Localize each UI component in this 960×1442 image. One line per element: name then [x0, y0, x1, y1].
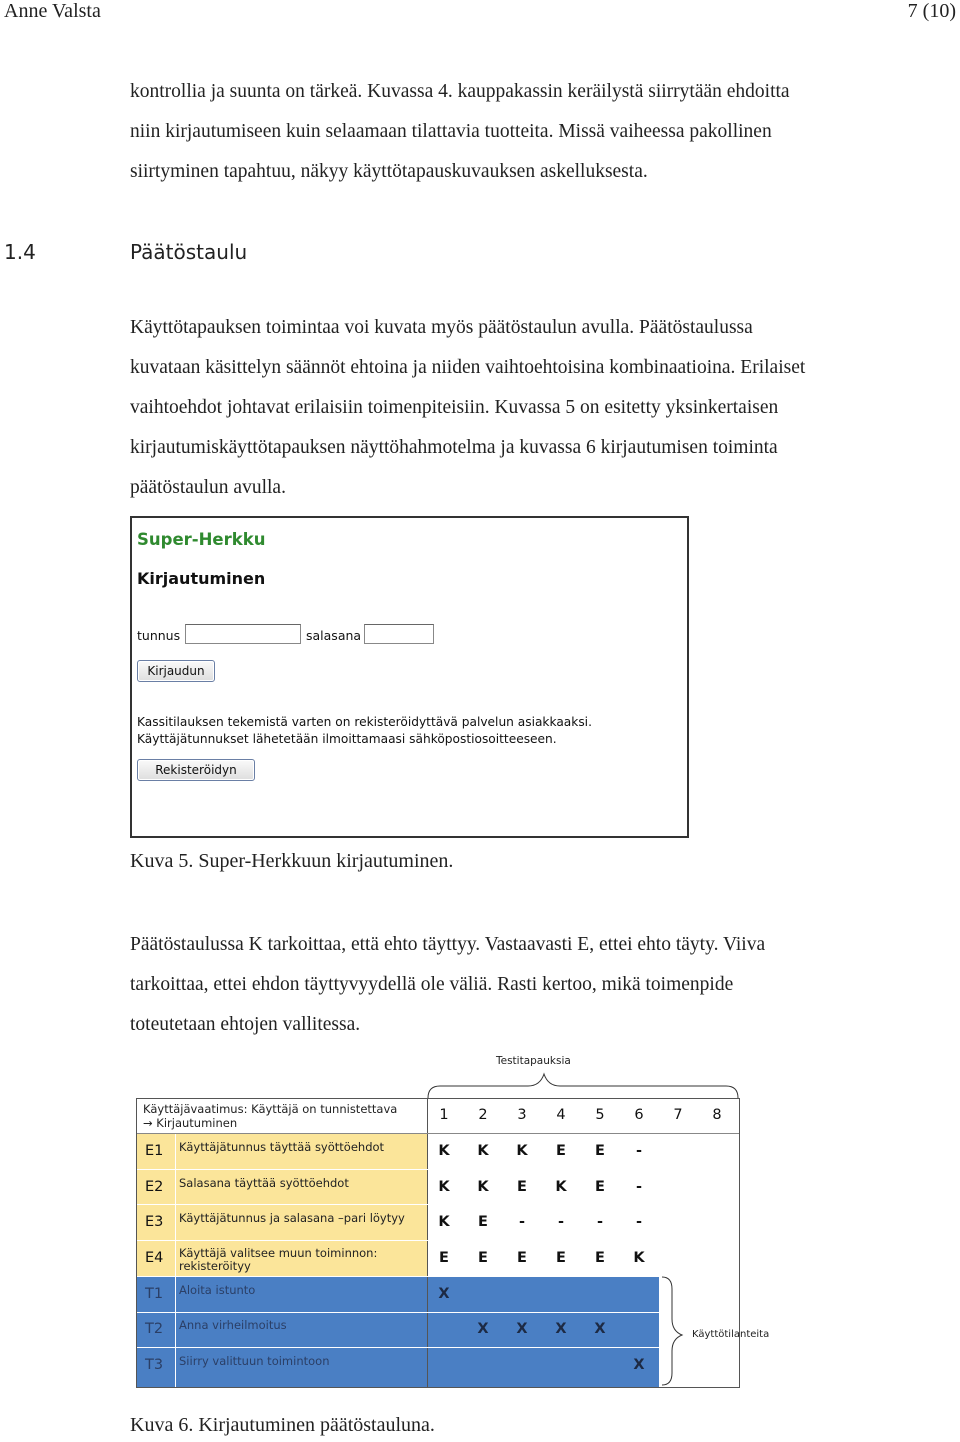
- body-paragraph-2: [130, 925, 765, 1045]
- register-button[interactable]: Rekisteröidyn: [137, 759, 255, 781]
- condition-value: E: [595, 1143, 605, 1159]
- action-id: T2: [145, 1321, 164, 1337]
- header-page-number: 7 (10): [907, 0, 956, 22]
- column-header: 3: [517, 1107, 527, 1123]
- condition-value: -: [635, 1143, 643, 1159]
- action-desc: Siirry valittuun toimintoon: [179, 1354, 330, 1368]
- column-header: 6: [634, 1107, 644, 1123]
- text-line: kontrollia ja suunta on tärkeä. Kuvassa 4. kauppakassin keräilystä siirrytään ehdoitta: [130, 81, 790, 102]
- condition-id: E3: [145, 1214, 164, 1230]
- text-line: kuvataan käsittelyn säännöt ehtoina ja niiden vaihtoehtoisina kombinaatioina. Erilaiset: [130, 357, 806, 378]
- test-cases-brace: [136, 1050, 776, 1102]
- figure-6-caption: Kuva 6. Kirjautuminen päätöstauluna.: [130, 1414, 435, 1436]
- condition-desc: Käyttäjä valitsee muun toiminnon:: [179, 1246, 378, 1260]
- condition-value: -: [635, 1214, 643, 1230]
- condition-desc: Käyttäjätunnus ja salasana –pari löytyy: [179, 1211, 405, 1225]
- action-value: X: [438, 1286, 450, 1302]
- condition-value: -: [557, 1214, 565, 1230]
- text-line: Käyttötapauksen toimintaa voi kuvata myös päätöstaulun avulla. Päätöstaulussa: [130, 317, 753, 338]
- action-desc: Anna virheilmoitus: [179, 1318, 287, 1332]
- condition-value: K: [555, 1179, 567, 1195]
- condition-desc: Käyttäjätunnus täyttää syöttöehdot: [179, 1140, 385, 1154]
- condition-id: E4: [145, 1250, 164, 1266]
- condition-value: E: [517, 1179, 527, 1195]
- condition-value: K: [477, 1179, 489, 1195]
- condition-value: -: [635, 1179, 643, 1195]
- action-value: X: [633, 1357, 645, 1373]
- condition-desc: rekisteröityy: [179, 1259, 251, 1273]
- row-separator: [137, 1133, 739, 1134]
- condition-id: E1: [145, 1143, 164, 1159]
- condition-value: K: [438, 1143, 450, 1159]
- condition-value: K: [438, 1214, 450, 1230]
- username-input[interactable]: [185, 624, 301, 644]
- test-cases-label: Testitapauksia: [496, 1055, 571, 1067]
- text-line: kirjautumiskäyttötapauksen näyttöhahmotelma ja kuvassa 6 kirjautumisen toiminta: [130, 437, 778, 458]
- action-value: X: [555, 1321, 567, 1337]
- condition-value: E: [478, 1214, 488, 1230]
- condition-value: E: [595, 1250, 605, 1266]
- action-value: X: [594, 1321, 606, 1337]
- action-id: T1: [145, 1286, 164, 1302]
- row-separator: [137, 1169, 739, 1170]
- figure-5-caption: Kuva 5. Super-Herkkuun kirjautuminen.: [130, 850, 454, 872]
- password-label: salasana: [306, 628, 362, 643]
- requirement-line-2: → Kirjautuminen: [143, 1116, 238, 1130]
- condition-value: E: [439, 1250, 449, 1266]
- label-divider: [427, 1099, 428, 1387]
- condition-value: -: [596, 1214, 604, 1230]
- text-line: tarkoittaa, ettei ehdon täyttyvyydellä ole väliä. Rasti kertoo, mikä toimenpide: [130, 974, 734, 995]
- brand-title: Super-Herkku: [137, 530, 266, 549]
- text-line: niin kirjautumiseen kuin selaamaan tilattavia tuotteita. Missä vaiheessa pakollinen: [130, 121, 772, 142]
- section-title: Päätöstaulu: [130, 240, 248, 264]
- condition-value: E: [595, 1179, 605, 1195]
- condition-value: E: [517, 1250, 527, 1266]
- condition-value: K: [633, 1250, 645, 1266]
- row-separator: [137, 1276, 739, 1277]
- header-author: Anne Valsta: [4, 0, 101, 22]
- action-id: T3: [145, 1357, 164, 1373]
- action-value: X: [516, 1321, 528, 1337]
- text-line: vaihtoehdot johtavat erilaisiin toimenpiteisiin. Kuvassa 5 on esitetty yksinkertaisen: [130, 397, 779, 418]
- condition-value: K: [438, 1179, 450, 1195]
- action-value: X: [477, 1321, 489, 1337]
- registration-info: [137, 714, 592, 748]
- actions-label: Käyttötilanteita: [692, 1329, 770, 1340]
- login-title: Kirjautuminen: [137, 569, 266, 588]
- login-mockup-figure: [130, 516, 689, 838]
- condition-id: E2: [145, 1179, 164, 1195]
- id-divider: [175, 1133, 176, 1387]
- text-line: siirtyminen tapahtuu, näkyy käyttötapauskuvauksen askelluksesta.: [130, 161, 648, 182]
- row-separator: [137, 1347, 739, 1348]
- info-line: Käyttäjätunnukset lähetetään ilmoittamaasi sähköpostiosoitteeseen.: [137, 732, 557, 746]
- row-separator: [137, 1204, 739, 1205]
- condition-desc: Salasana täyttää syöttöehdot: [179, 1176, 349, 1190]
- text-line: toteutetaan ehtojen vallitessa.: [130, 1014, 361, 1035]
- condition-value: E: [556, 1143, 566, 1159]
- info-line: Kassitilauksen tekemistä varten on rekisteröidyttävä palvelun asiakkaaksi.: [137, 715, 592, 729]
- body-paragraph-1: [130, 308, 805, 508]
- column-header: 2: [478, 1107, 488, 1123]
- username-label: tunnus: [137, 628, 181, 643]
- password-input[interactable]: [364, 624, 434, 644]
- row-separator: [137, 1312, 739, 1313]
- condition-value: -: [518, 1214, 526, 1230]
- section-number: 1.4: [4, 240, 36, 264]
- condition-value: K: [516, 1143, 528, 1159]
- row-separator: [137, 1240, 739, 1241]
- column-header: 1: [439, 1107, 449, 1123]
- condition-value: E: [556, 1250, 566, 1266]
- text-line: päätöstaulun avulla.: [130, 477, 286, 498]
- decision-table: [136, 1098, 740, 1388]
- column-header: 8: [712, 1107, 722, 1123]
- action-desc: Aloita istunto: [179, 1283, 256, 1297]
- column-header: 4: [556, 1107, 566, 1123]
- login-button[interactable]: Kirjaudun: [137, 660, 215, 682]
- decision-table-figure: [136, 1050, 776, 1390]
- text-line: Päätöstaulussa K tarkoittaa, että ehto täyttyy. Vastaavasti E, ettei ehto täyty. Viiva: [130, 934, 766, 955]
- intro-paragraph: [130, 72, 790, 192]
- condition-value: K: [477, 1143, 489, 1159]
- column-header: 5: [595, 1107, 605, 1123]
- condition-value: E: [478, 1250, 488, 1266]
- column-header: 7: [673, 1107, 683, 1123]
- requirement-line-1: Käyttäjävaatimus: Käyttäjä on tunnistettava: [143, 1102, 398, 1116]
